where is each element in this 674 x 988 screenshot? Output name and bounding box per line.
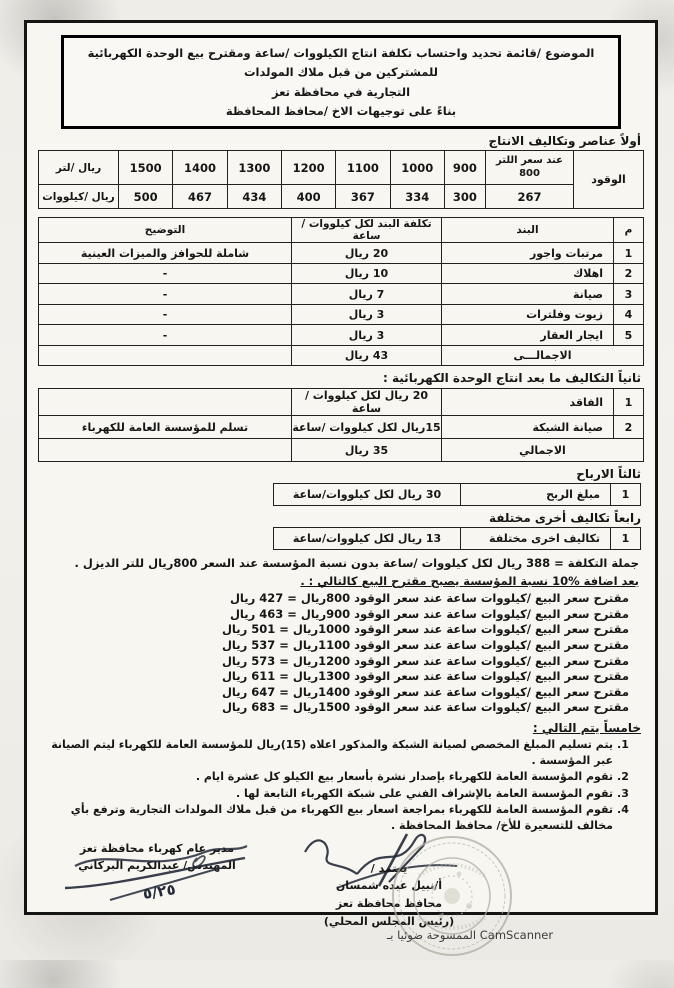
- signature-area: [27, 838, 655, 988]
- row-item: زيوت وفلترات: [442, 304, 614, 325]
- proposal-line: مقترح سعر البيع /كيلووات ساعة عند سعر الوقود 1500ريال = 683 ريال: [221, 700, 629, 715]
- price-cell: 1100: [336, 151, 390, 185]
- item-text: تقوم المؤسسة العامة بالإشراف الفني على شبكة الكهرباء التابعة لها .: [235, 786, 613, 800]
- row-value: 13 ريال لكل كيلووات/ساعة: [274, 528, 461, 550]
- row-cost: 20 ريال لكل كيلووات /ساعة: [292, 389, 442, 416]
- row-note: شاملة للحوافز والميزات العينية: [39, 243, 292, 264]
- director-name: المهندس/ عبدالكريم البركاني: [78, 859, 236, 873]
- price-cell: 1500: [119, 151, 173, 185]
- cost-cell: 434: [227, 185, 281, 209]
- row-no: 1: [614, 389, 644, 416]
- row-item: صيانة الشبكة: [442, 416, 614, 439]
- row-cost: 15ريال لكل كيلووات /ساعة: [292, 416, 442, 439]
- row-item: ايجار العقار: [442, 325, 614, 346]
- row-value: 30 ريال لكل كيلووات/ساعة: [274, 484, 461, 506]
- table-row: [39, 243, 644, 264]
- table-row: [39, 304, 644, 325]
- row-item: الفاقد: [442, 389, 614, 416]
- governor-name: أ/نبيل عبده شمسان: [335, 879, 443, 893]
- price-unit-cell: ريال /لتر: [39, 151, 119, 185]
- row-no: 4: [614, 304, 644, 325]
- total-label: الاجمالي: [442, 439, 644, 462]
- row-item: صيانة: [442, 284, 614, 305]
- total-cost-line: جملة التكلفة = 388 ريال لكل كيلووات /ساعة بدون نسبة المؤسسة عند السعر 800ريال للتر الديزل .: [74, 556, 639, 571]
- total-value: 43 ريال: [292, 345, 442, 366]
- table-total-row: [39, 439, 644, 462]
- col-header-item: البند: [442, 218, 614, 243]
- fuel-header-cell: الوقود: [574, 151, 644, 209]
- row-no: 2: [614, 416, 644, 439]
- section4-title: رابعاً تكاليف أخرى مختلفة: [488, 511, 641, 526]
- item-number: 1.: [617, 738, 629, 751]
- list-item: [41, 769, 635, 785]
- proposal-line: مقترح سعر البيع /كيلووات ساعة عند سعر الوقود 1200ريال = 573 ريال: [221, 653, 629, 668]
- list-item: [41, 737, 635, 768]
- section1-title: أولاً عناصر وتكاليف الانتاج: [488, 134, 641, 149]
- proposal-line: مقترح سعر البيع /كيلووات ساعة عند سعر الوقود 1400ريال = 647 ريال: [221, 684, 629, 699]
- section2-title: ثانياً التكاليف ما بعد انتاج الوحدة الكهربائية :: [383, 371, 641, 386]
- row-no: 5: [614, 325, 644, 346]
- signature-block-director: [57, 840, 257, 875]
- cost-cell: 334: [390, 185, 444, 209]
- row-cost: 3 ريال: [292, 325, 442, 346]
- subject-line-1: الموضوع /قائمة تحديد واحتساب تكلفة انتاج الكيلووات /ساعة ومقترح بيع الوحدة الكهربائية للمشتركين من قبل ملاك المولدات: [87, 46, 595, 80]
- official-round-stamp: [389, 826, 515, 966]
- row-no: 3: [614, 284, 644, 305]
- price-cell: 1200: [281, 151, 335, 185]
- col-header-cost: تكلفة البند لكل كيلووات /ساعة: [292, 218, 442, 243]
- item-text: تقوم المؤسسة العامة للكهرباء بإصدار نشرة بأسعار بيع الكيلو كل عشرة ايام .: [195, 770, 613, 784]
- handwritten-date: ٥/٢٥: [141, 879, 177, 903]
- row-item: تكاليف اخرى مختلفة: [461, 528, 611, 550]
- row-cost: 10 ريال: [292, 263, 442, 284]
- list-item: [41, 802, 635, 833]
- row-note: [39, 389, 292, 416]
- section3-title: ثالثاً الارباح: [576, 467, 641, 482]
- price-cell: 1300: [227, 151, 281, 185]
- row-item: مرتبات واجور: [442, 243, 614, 264]
- row-note: -: [39, 304, 292, 325]
- cost-cell: 367: [336, 185, 390, 209]
- row-no: 2: [614, 263, 644, 284]
- total-value: 35 ريال: [292, 439, 442, 462]
- table-row: [39, 284, 644, 305]
- proposal-line: مقترح سعر البيع /كيلووات ساعة عند سعر الوقود 1300ريال = 611 ريال: [221, 669, 629, 684]
- base-price-header-top: عند سعر اللتر: [496, 155, 563, 167]
- row-cost: 20 ريال: [292, 243, 442, 264]
- price-cell: 1400: [173, 151, 227, 185]
- governor-title: محافظ محافظة تعز: [335, 897, 443, 911]
- cost-cell: 267: [486, 185, 574, 209]
- approved-by-label: يعتمد /: [370, 861, 408, 875]
- table-row: [274, 484, 641, 506]
- row-note: -: [39, 325, 292, 346]
- base-price-header-value: 800: [519, 167, 540, 179]
- director-title: مدير عام كهرباء محافظة تعز: [79, 841, 235, 855]
- table-row: [39, 416, 644, 439]
- item-number: 4.: [617, 803, 629, 817]
- production-cost-items-table: [38, 217, 644, 366]
- proposal-line: مقترح سعر البيع /كيلووات ساعة عند سعر الوقود 800ريال = 427 ريال: [229, 591, 629, 606]
- table-total-row: [39, 345, 644, 366]
- row-item: مبلغ الربح: [461, 484, 611, 506]
- price-proposal-list: [27, 591, 629, 716]
- row-note: تسلم للمؤسسة العامة للكهرباء: [39, 416, 292, 439]
- price-cell: 900: [444, 151, 485, 185]
- section5-title: خامساً يتم التالي :: [532, 721, 641, 735]
- item-number: 3.: [617, 786, 629, 800]
- row-no: 1: [611, 528, 641, 550]
- row-cost: 7 ريال: [292, 284, 442, 305]
- table-row: [39, 263, 644, 284]
- subject-line-2: التجارية في محافظة تعز: [271, 84, 411, 99]
- table-row: [39, 151, 644, 185]
- cost-cell: 300: [444, 185, 485, 209]
- cost-cell: 500: [119, 185, 173, 209]
- table-header-row: [39, 218, 644, 243]
- col-header-note: التوضيح: [39, 218, 292, 243]
- col-header-no: م: [614, 218, 644, 243]
- fuel-price-table: [38, 150, 644, 209]
- table-row: [274, 528, 641, 550]
- total-note-empty: [39, 439, 292, 462]
- row-note: -: [39, 263, 292, 284]
- post-production-cost-table: [38, 388, 644, 462]
- table-row: [39, 185, 644, 209]
- row-cost: 3 ريال: [292, 304, 442, 325]
- proposal-line: مقترح سعر البيع /كيلووات ساعة عند سعر الوقود 900ريال = 463 ريال: [229, 606, 629, 621]
- item-number: 2.: [617, 770, 629, 784]
- subject-line-3: بناءً على توجيهات الاخ /محافظ المحافظة: [225, 103, 457, 118]
- item-text: تقوم المؤسسة العامة للكهرباء بمراجعة اسعار بيع الكهرباء من قبل ملاك المولدات التجارية وترفع بأي مخالف للتسعيرة للأخ/ محافظ المحافظة .: [70, 803, 613, 833]
- total-label: الاجمالـــى: [442, 345, 644, 366]
- camscanner-footer: الممسوحة ضوئيا بـ CamScanner: [386, 928, 554, 942]
- row-note: -: [39, 284, 292, 305]
- cost-unit-cell: ريال /كيلووات: [39, 185, 119, 209]
- row-no: 1: [614, 243, 644, 264]
- list-item: [41, 786, 635, 802]
- governor-role: (رئيس المجلس المحلي): [323, 915, 455, 929]
- cost-cell: 467: [173, 185, 227, 209]
- document-page-frame: [24, 20, 658, 929]
- cost-cell: 400: [281, 185, 335, 209]
- misc-costs-table: [273, 527, 641, 550]
- row-item: اهلاك: [442, 263, 614, 284]
- table-row: [39, 325, 644, 346]
- price-cell: 1000: [390, 151, 444, 185]
- item-text: يتم تسليم المبلغ المخصص لصيانة الشبكة والمذكور اعلاه (15)ريال للمؤسسة العامة للكهرباء ليتم الصيانة عبر المؤسسة .: [51, 738, 613, 767]
- row-no: 1: [611, 484, 641, 506]
- proposal-line: مقترح سعر البيع /كيلووات ساعة عند سعر الوقود 1000ريال = 501 ريال: [221, 622, 629, 637]
- after-percentage-line: بعد اضافة %10 نسبة المؤسسة يصبح مقترح البيع كالتالي : .: [300, 574, 639, 589]
- table-row: [39, 389, 644, 416]
- profit-table: [273, 483, 641, 506]
- directives-list: [41, 737, 635, 834]
- base-price-header-cell: [486, 151, 574, 185]
- proposal-line: مقترح سعر البيع /كيلووات ساعة عند سعر الوقود 1100ريال = 537 ريال: [221, 638, 629, 653]
- total-note-empty: [39, 345, 292, 366]
- subject-header-box: [61, 35, 621, 129]
